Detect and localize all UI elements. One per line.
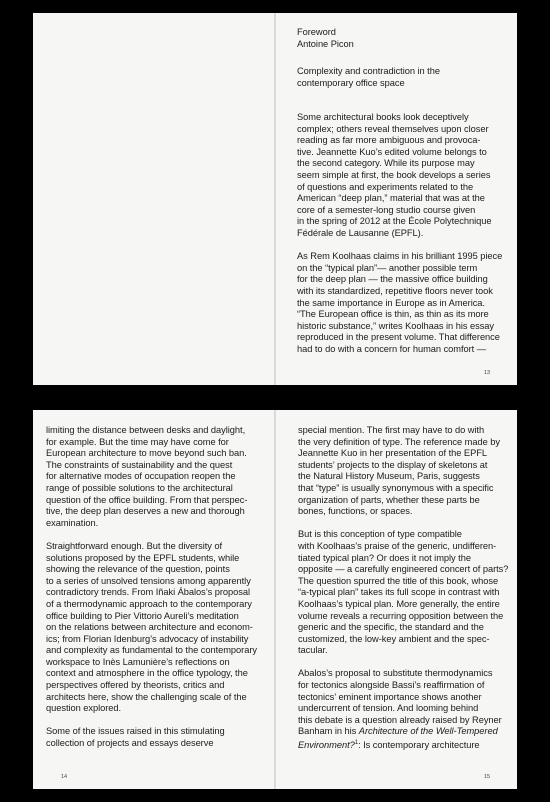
author-name: Antoine Picon [297,38,354,49]
body-paragraph [298,668,512,751]
body-paragraph: Straightforward enough. But the diversity of solutions proposed by the EPFL students, while showing the relevance of the question, points to a series of unsolved tensions among apparently contradictory trends. From Iñaki Ábalos’s proposal of a thermodynamic approach to the contemporary office building to Pier Vittorio Aureli’s meditation on the relations between architecture and econom- ics; from Florian Idenburg’s advocacy of instability and complexity as fundamental to the contemporary workspace to Inès Lamunière’s reflections on context and atmosphere in the office typology, the perspectives offered by theorists, critics and architects here, show the challenging scale of the question explored. [46,540,257,714]
body-paragraph: special mention. The first may have to do with the very definition of type. The reference made by Jeannette Kuo in her presentation of the EPFL students’ projects to the display of skeletons at the Natural History Museum, Paris, suggests that “type” is usually synonymous with a specific organization of parts, whether these parts be bones, functions, or spaces. [298,425,500,517]
foreword-heading [297,27,354,50]
foreword-page [276,13,517,385]
paragraph-text: Abalos’s proposal to substitute thermodynamics for tectonics alongside Bassi’s reaffirmation of tectonics’ eminent importance shows another undercurrent of tension. And looming behind this debate is a question already raised by Reyner Banham in his [298,668,502,737]
page-number: 15 [484,774,491,780]
bottom-spread [33,410,517,789]
right-text-page [276,410,517,789]
body-paragraph: Some of the issues raised in this stimulating collection of projects and essays deserve [46,726,225,749]
left-page-body [46,425,268,761]
paragraph-tail: : Is contemporary architecture [358,740,480,751]
body-paragraph: As Rem Koolhaas claims in his brilliant 1995 piece on the “typical plan”— another possible term for the deep plan — the massive office building with its standardized, repetitive floors never took the same importance in Europe as in America. “The European office is thin, as thin as its more historic substance,” writes Koolhaas in his essay reproduced in the present volume. That difference had to do with a concern for human comfort — [297,251,503,354]
section-title: Foreword [297,27,336,37]
right-page-body [298,425,512,763]
chapter-subtitle: Complexity and contradiction in the contemporary office space [297,66,440,88]
foreword-body [297,112,512,367]
book-title: Architecture of the Well-Tempered Environment [298,726,498,751]
blank-left-page [33,13,274,385]
top-spread [33,13,517,385]
body-paragraph: Some architectural books look deceptively complex; others reveal themselves upon closer reading as far more ambiguous and provoca- tive. Jeannette Kuo’s edited volume belongs to the second category. While its purpose may seem simple at first, the book develops a series of questions and experiments related to the American “deep plan,” material that was at the core of a semester-long studio course given in the spring of 2012 at the École Polytechnique Fédérale de Lausanne (EPFL). [297,112,492,238]
page-number: 13 [484,370,491,376]
body-paragraph: But is this conception of type compatible with Koolhaas’s praise of the generic, undifferen- tiated typical plan? Or does it not imply the opposite — a carefully engineered concert of parts? The question spurred the title of this book, whose “a-typical plan” takes its full scope in contrast with Koolhaas’s typical plan. More generally, the entire volume reveals a recurring opposition between the generic and the specific, the standard and the customized, the low-key ambient and the spec- tacular. [298,529,509,656]
page-number: 14 [61,774,68,780]
body-paragraph: limiting the distance between desks and daylight, for example. But the time may have come for European architecture to move beyond such ban. The constraints of sustainability and the quest for alternative modes of occupation reopen the range of possible solutions to the architectural question of the office building. From that perspec- tive, the deep plan deserves a new and thorough examination. [46,425,248,528]
footnote-marker: 1 [354,740,359,747]
question-mark: ? [349,740,355,751]
left-text-page [33,410,274,789]
